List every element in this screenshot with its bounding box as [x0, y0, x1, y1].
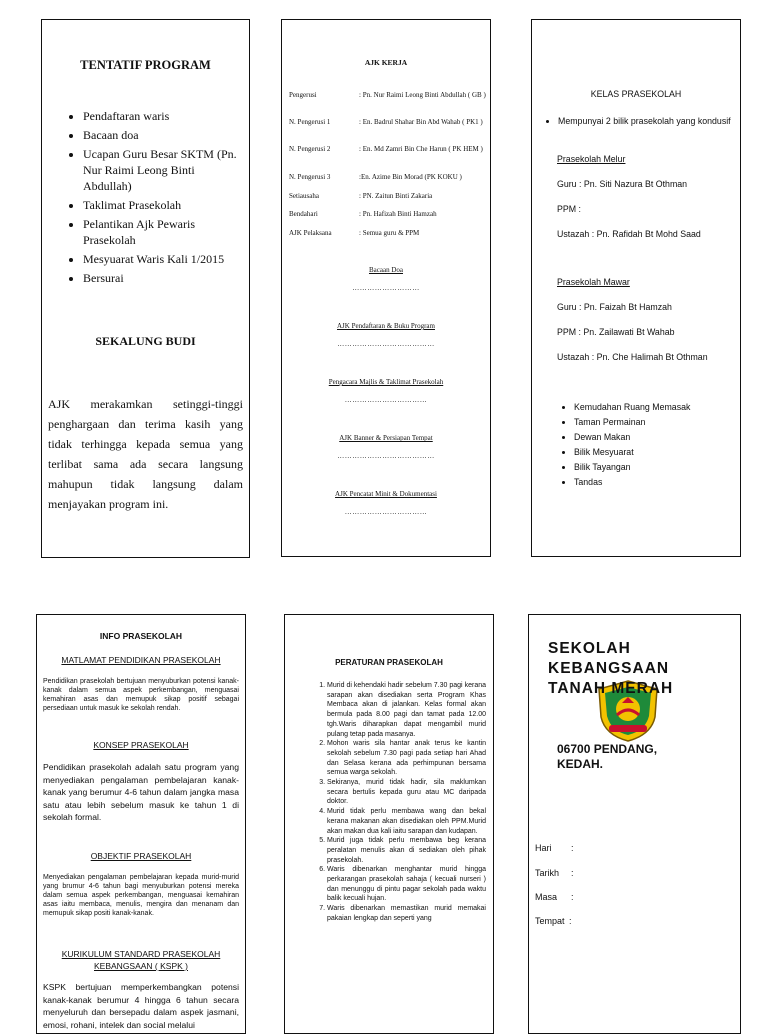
committee-name: : En. Md Zamri Bin Che Harun ( PK HEM ): [359, 145, 483, 153]
list-item: 4. Murid tidak perlu membawa wang dan bekal kerana makanan akan disediakan oleh PPM.Murid akan makan dua kali iaitu sarapan dan kudapan.: [327, 807, 486, 836]
ajk-kerja-title: AJK KERJA: [364, 58, 408, 67]
kelas-title: KELAS PRASEKOLAH: [590, 89, 682, 99]
section-dots: …………………………………: [337, 340, 435, 348]
section-title: AJK Pencatat Minit & Dokumentasi: [335, 490, 437, 498]
kurikulum-title: KURIKULUM STANDARD PRASEKOLAH KEBANGSAAN ( KSPK ): [61, 949, 221, 971]
list-item: • Pendaftaran waris: [83, 108, 243, 124]
list-item: 2. Mohon waris sila hantar anak terus ke kantin sekolah sebelum 7.30 pagi pada setiap hari Ahad dan Selasa kerana ada perhimpunan bersama semua warga sekolah.: [327, 739, 486, 778]
list-item: • Kemudahan Ruang Memasak: [574, 400, 734, 415]
section-dots: ………………………: [352, 284, 420, 292]
list-item: • Mempunyai 2 bilik prasekolah yang kondusif: [558, 114, 734, 128]
address-line: 06700 PENDANG,: [557, 742, 658, 756]
ajk-kerja-panel: [281, 19, 491, 557]
mawar-guru: Guru : Pn. Faizah Bt Hamzah: [557, 302, 672, 312]
committee-name: : PN. Zaitun Binti Zakaria: [359, 192, 433, 200]
info-title: INFO PRASEKOLAH: [99, 631, 183, 641]
list-item: • Bacaan doa: [83, 127, 243, 143]
committee-role: AJK Pelaksana: [289, 229, 332, 237]
field-separator: :: [571, 843, 574, 853]
mawar-ustazah: Ustazah : Pn. Che Halimah Bt Othman: [557, 352, 708, 362]
objektif-text: Menyediakan pengalaman pembelajaran kepada murid-murid yang brumur 4-6 tahun bagi menyuburkan potensi mereka dalam semua aspek perkembangan, menguasai kemahiran asas iaitu membaca, menulis, mengira dan menanam dan memupuk sikap positi kanak-kanak.: [43, 874, 239, 917]
field-masa: [535, 892, 574, 902]
section-title: AJK Pendaftaran & Buku Program: [337, 322, 435, 330]
list-item: 7. Waris dibenarkan memastikan murid memakai pakaian lengkap dan seperti yang: [327, 904, 486, 923]
school-name: [548, 639, 673, 699]
committee-role: N. Pengerusi 3: [289, 173, 331, 181]
school-name-line: KEBANGSAAN: [548, 660, 670, 677]
kelas-bullet-list: [544, 114, 734, 128]
tentatif-title: TENTATIF PROGRAM: [80, 58, 211, 72]
committee-name: : Pn. Nur Raimi Leong Binti Abdullah ( GB ): [359, 91, 486, 99]
committee-name: : Semua guru & PPM: [359, 229, 420, 237]
field-label: Hari: [535, 843, 552, 853]
list-item: • Mesyuarat Waris Kali 1/2015: [83, 251, 243, 267]
list-item: • Tandas: [574, 475, 734, 490]
konsep-text: Pendidikan prasekolah adalah satu program yang menyediakan pengalaman pembelajaran kanak-kanak yang berumur 4-6 tahun dalam jangka masa satu atau lebih sebelum masuk ke tahun 1 di sekolah formal.: [43, 762, 239, 822]
cover-panel: [528, 614, 741, 1034]
section-dots: ……………………………: [344, 508, 428, 516]
committee-role: Pengerusi: [289, 91, 317, 99]
matlamat-title: MATLAMAT PENDIDIKAN PRASEKOLAH: [61, 655, 221, 665]
melur-title: Prasekolah Melur: [557, 154, 626, 164]
section-title: AJK Banner & Persiapan Tempat: [339, 434, 433, 442]
committee-role: N. Pengerusi 2: [289, 145, 331, 153]
school-name-line: SEKOLAH: [548, 640, 631, 657]
field-separator: :: [571, 892, 574, 902]
facilities-list: [544, 400, 734, 490]
field-tarikh: [535, 868, 574, 878]
tentatif-panel: [41, 19, 250, 558]
peraturan-title: PERATURAN PRASEKOLAH: [335, 658, 443, 667]
committee-name: :En. Azime Bin Morad (PK KOKU ): [359, 173, 462, 181]
school-address: [557, 742, 657, 772]
field-label: Tempat: [535, 916, 565, 926]
list-item: • Taman Permainan: [574, 415, 734, 430]
section-dots: ……………………………: [344, 396, 428, 404]
list-item: 1. Murid di kehendaki hadir sebelum 7.30 pagi kerana sarapan akan disediakan serta Program Khas Membaca akan di jalankan. Kelas formal akan bermula pada 8.00 pagi dan tamat pada 12.00 tgh.Waris diharapkan dapat mengambil murid pulang tetap pada masanya.: [327, 681, 486, 739]
list-item: • Pelantikan Ajk Pewaris Prasekolah: [83, 216, 243, 248]
field-hari: [535, 843, 574, 853]
field-separator: :: [571, 868, 574, 878]
committee-role: Bendahari: [289, 210, 318, 218]
objektif-title: OBJEKTIF PRASEKOLAH: [90, 851, 192, 861]
melur-guru: Guru : Pn. Siti Nazura Bt Othman: [557, 179, 688, 189]
list-item: • Bersurai: [83, 270, 243, 286]
kurikulum-text: KSPK bertujuan memperkembangkan potensi kanak-kanak berumur 4 hingga 6 tahun secara menyeluruh dan bersepadu dalam aspek jasmani, emosi, rohani, intelek dan social melalui: [43, 982, 239, 1030]
field-separator: :: [569, 916, 572, 926]
tentatif-list: [64, 108, 243, 289]
sekalung-budi-text: AJK merakamkan setinggi-tinggi penghargaan dan terima kasih yang tidak terhingga kepada semua yang terlibat sama ada secara langsung mahupun tidak langsung dalam menjayakan program ini.: [48, 397, 243, 511]
address-line: KEDAH.: [557, 757, 604, 771]
field-label: Tarikh: [535, 868, 560, 878]
melur-ustazah: Ustazah : Pn. Rafidah Bt Mohd Saad: [557, 229, 701, 239]
committee-name: : Pn. Hafizah Binti Hamzah: [359, 210, 437, 218]
committee-role: N. Pengerusi 1: [289, 118, 331, 126]
section-dots: …………………………………: [337, 452, 435, 460]
melur-ppm: PPM :: [557, 204, 581, 214]
list-item: • Bilik Mesyuarat: [574, 445, 734, 460]
sekalung-budi-title: SEKALUNG BUDI: [95, 334, 196, 348]
field-label: Masa: [535, 892, 558, 902]
mawar-title: Prasekolah Mawar: [557, 277, 630, 287]
committee-name: : En. Badrul Shahar Bin Abd Wahab ( PK1 ): [359, 118, 483, 126]
committee-role: Setiausaha: [289, 192, 319, 200]
school-name-line: TANAH MERAH: [548, 680, 674, 697]
field-tempat: [535, 916, 572, 926]
list-item: 6. Waris dibenarkan menghantar murid hingga perkarangan prasekolah sahaja ( kecuali nurseri ) dan menunggu di pintu pagar sekolah pada waktu balik kecuali hujan.: [327, 865, 486, 904]
list-item: 5. Murid juga tidak perlu membawa beg kerana peralatan menulis akan di sediakan oleh pihak prasekolah.: [327, 836, 486, 865]
mawar-ppm: PPM : Pn. Zailawati Bt Wahab: [557, 327, 675, 337]
section-title: Pengacara Majlis & Taklimat Prasekolah: [328, 378, 444, 386]
section-title: Bacaan Doa: [368, 266, 403, 274]
konsep-title: KONSEP PRASEKOLAH: [93, 740, 189, 750]
kelas-prasekolah-panel: [531, 19, 741, 557]
list-item: • Taklimat Prasekolah: [83, 197, 243, 213]
matlamat-text: Pendidikan prasekolah bertujuan menyuburkan potensi kanak-kanak dalam semua aspek perkembangan, menguasai kemahiran asas dan memupuk sikap positif sebagai persediaan untuk masuk ke sekolah rendah.: [43, 678, 239, 712]
list-item: • Dewan Makan: [574, 430, 734, 445]
list-item: • Bilik Tayangan: [574, 460, 734, 475]
peraturan-list: [295, 681, 486, 924]
list-item: • Ucapan Guru Besar SKTM (Pn. Nur Raimi Leong Binti Abdullah): [83, 146, 243, 194]
list-item: 3. Sekiranya, murid tidak hadir, sila maklumkan secara bertulis kepada guru atau MC daripada doktor.: [327, 778, 486, 807]
info-prasekolah-panel: [36, 614, 246, 1034]
peraturan-panel: [284, 614, 494, 1034]
